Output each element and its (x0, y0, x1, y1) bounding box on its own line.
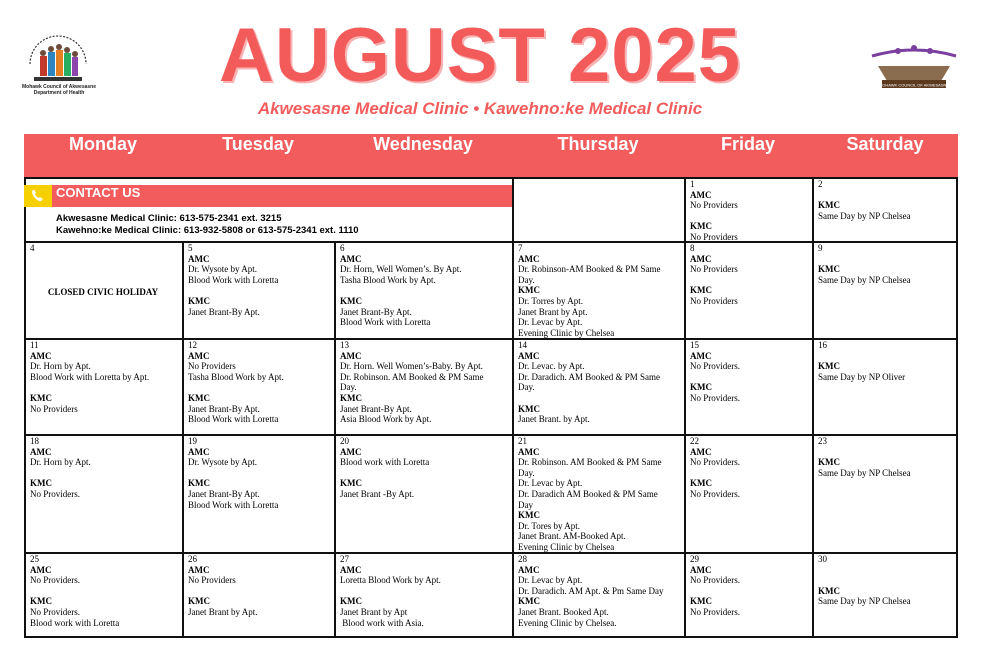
schedule-line: Janet Brant. by Apt. (518, 414, 590, 425)
schedule-line: Dr. Wysote by Apt. (188, 264, 258, 275)
day-cell (24, 434, 182, 552)
kmc-heading: KMC (690, 285, 712, 296)
amc-heading: AMC (690, 446, 712, 457)
day-number: 5 (188, 243, 193, 253)
schedule-line: Same Day by NP Chelsea (818, 596, 911, 607)
schedule-line (188, 382, 334, 393)
kmc-heading: KMC (690, 478, 712, 489)
left-logo-caption: Mohawk Council of Akwesasne Department of Health (22, 84, 96, 96)
schedule-line: Blood Work with Loretta by Apt. (30, 371, 150, 382)
schedule-line: No Providers (188, 575, 236, 586)
day-cell (812, 552, 956, 636)
day-number: 21 (518, 436, 527, 446)
schedule-line: Dr. Levac by Apt. (518, 478, 583, 489)
day-cell (512, 552, 684, 636)
amc-heading: AMC (518, 350, 540, 361)
schedule-line: Dr. Robinson-AM Booked & PM Same (518, 264, 661, 275)
council-logo-right (868, 42, 960, 92)
kmc-heading: KMC (818, 361, 840, 372)
schedule-line (818, 351, 956, 362)
day-number: 6 (340, 243, 345, 253)
kmc-heading: KMC (188, 392, 210, 403)
schedule-line: No Providers. (30, 488, 80, 499)
schedule-line (30, 586, 182, 597)
day-monday: Monday (68, 134, 137, 154)
schedule-line: Day. (518, 467, 535, 478)
day-number: 14 (518, 340, 527, 350)
holiday-label: CLOSED CIVIC HOLIDAY (47, 287, 159, 297)
day-number: 19 (188, 436, 197, 446)
calendar-grid (24, 177, 958, 638)
schedule-line: Day (518, 499, 533, 510)
schedule-line: Same Day by NP Chelsea (818, 210, 911, 221)
schedule-line: No Providers. (690, 606, 740, 617)
schedule-line: Janet Brant. AM-Booked Apt. (518, 531, 626, 542)
schedule-line: Janet Brant by Apt (340, 606, 408, 617)
schedule-line: Same Day by NP Chelsea (818, 467, 911, 478)
day-cell (684, 552, 812, 636)
schedule-line: Blood Work with Loretta (188, 414, 279, 425)
schedule-line: Blood Work with Loretta (340, 317, 431, 328)
schedule-line: Janet Brant. Booked Apt. (518, 606, 609, 617)
schedule-line: Tasha Blood Work by Apt. (188, 371, 284, 382)
schedule-line: No Providers (690, 200, 738, 211)
schedule-line: Tasha Blood Work by Apt. (340, 274, 436, 285)
amc-heading: AMC (340, 564, 362, 575)
contact-section (24, 177, 512, 241)
day-cell (334, 338, 512, 434)
day-cell (812, 338, 956, 434)
day-cell (182, 338, 334, 434)
schedule-line (188, 586, 334, 597)
schedule-line: Janet Brant-By Apt. (188, 306, 260, 317)
schedule-line: Janet Brant-By Apt. (340, 306, 412, 317)
day-cell (684, 177, 812, 241)
weekday-header (24, 134, 958, 177)
schedule-line: No Providers. (690, 361, 740, 372)
day-number: 28 (518, 554, 527, 564)
day-number: 15 (690, 340, 699, 350)
day-number: 27 (340, 554, 349, 564)
schedule-line (30, 468, 182, 479)
day-cell (512, 241, 684, 338)
schedule-line: Evening Clinic by Chelsea (518, 327, 615, 338)
schedule-line: Janet Brant by Apt. (188, 606, 258, 617)
schedule-line: Day. (340, 382, 357, 393)
amc-heading: AMC (690, 564, 712, 575)
schedule-line: Blood work with Loretta (30, 617, 120, 628)
kmc-heading: KMC (518, 403, 540, 414)
kmc-heading: KMC (30, 596, 52, 607)
schedule-line: Asia Blood Work by Apt. (340, 414, 432, 425)
schedule-line (188, 468, 334, 479)
schedule-line (518, 393, 684, 404)
amc-heading: AMC (518, 253, 540, 264)
day-cell (512, 338, 684, 434)
kmc-heading: KMC (818, 200, 840, 211)
schedule-line: Day. (518, 382, 535, 393)
schedule-line: Janet Brant by Apt. (518, 306, 588, 317)
schedule-line (30, 382, 182, 393)
day-number: 23 (818, 436, 827, 446)
schedule-line: Dr. Levac. by Apt. (518, 361, 585, 372)
amc-heading: AMC (188, 446, 210, 457)
kmc-heading: KMC (340, 295, 362, 306)
day-number: 26 (188, 554, 197, 564)
kmc-heading: KMC (30, 392, 52, 403)
schedule-line (690, 468, 812, 479)
day-number: 16 (818, 340, 827, 350)
amc-heading: AMC (340, 253, 362, 264)
page-subtitle: Akwesasne Medical Clinic • Kawehno:ke Medical Clinic (257, 99, 703, 118)
day-number: 13 (340, 340, 349, 350)
amc-heading: AMC (518, 564, 540, 575)
schedule-line: Dr. Robinson. AM Booked & PM Same (340, 371, 484, 382)
contact-akwesasne: Akwesasne Medical Clinic: 613-575-2341 ext. 3215 (56, 213, 282, 224)
day-number: 20 (340, 436, 349, 446)
schedule-line: No Providers. (30, 606, 80, 617)
schedule-line (818, 565, 956, 576)
schedule-line: No Providers. (690, 575, 740, 586)
schedule-line: Dr. Tores by Apt. (518, 520, 580, 531)
schedule-line: No Providers (188, 361, 236, 372)
schedule-line: Dr. Horn. Well Women’s-Baby. By Apt. (340, 361, 483, 372)
amc-heading: AMC (690, 189, 712, 200)
schedule-line: Dr. Horn by Apt. (30, 361, 91, 372)
schedule-line: Same Day by NP Chelsea (818, 274, 911, 285)
schedule-line: No Providers. (30, 575, 80, 586)
schedule-line: Same Day by NP Oliver (818, 371, 906, 382)
schedule-line (690, 372, 812, 383)
schedule-line (818, 575, 956, 586)
day-cell (334, 241, 512, 338)
schedule-line (340, 285, 512, 296)
amc-heading: AMC (188, 350, 210, 361)
day-friday: Friday (720, 134, 776, 154)
schedule-line: Dr. Levac by Apt. (518, 575, 583, 586)
kmc-heading: KMC (818, 457, 840, 468)
amc-heading: AMC (690, 350, 712, 361)
kmc-heading: KMC (340, 392, 362, 403)
day-number: 4 (30, 243, 35, 253)
schedule-line: Evening Clinic by Chelsea (518, 541, 615, 552)
kmc-heading: KMC (340, 478, 362, 489)
schedule-line: Day. (518, 274, 535, 285)
page-title: AUGUST 2025 (218, 13, 742, 98)
schedule-line: No Providers. (690, 488, 740, 499)
kmc-heading: KMC (818, 585, 840, 596)
amc-heading: AMC (30, 446, 52, 457)
amc-heading: AMC (188, 564, 210, 575)
schedule-line: Dr. Torres by Apt. (518, 295, 583, 306)
kmc-heading: KMC (340, 596, 362, 607)
schedule-line: Janet Brant-By Apt. (188, 488, 260, 499)
amc-heading: AMC (690, 253, 712, 264)
schedule-line (340, 586, 512, 597)
schedule-line (818, 254, 956, 265)
schedule-line: Janet Brant-By Apt. (188, 403, 260, 414)
day-cell (684, 338, 812, 434)
schedule-line: Dr. Horn by Apt. (30, 457, 91, 468)
schedule-line: Evening Clinic by Chelsea. (518, 617, 617, 628)
day-number: 11 (30, 340, 39, 350)
day-cell (24, 338, 182, 434)
day-cell (684, 434, 812, 552)
grid-line (24, 636, 958, 638)
day-cell (812, 434, 956, 552)
kmc-heading: KMC (518, 596, 540, 607)
day-number: 8 (690, 243, 695, 253)
kmc-heading: KMC (690, 382, 712, 393)
day-number: 12 (188, 340, 197, 350)
day-number: 9 (818, 243, 823, 253)
schedule-line: Janet Brant -By Apt. (340, 488, 414, 499)
day-cell (182, 434, 334, 552)
schedule-line: Blood work with Asia. (340, 617, 424, 628)
schedule-line: No Providers (690, 264, 738, 275)
schedule-line (818, 190, 956, 201)
kmc-heading: KMC (30, 478, 52, 489)
grid-line (956, 177, 958, 638)
day-wednesday: Wednesday (373, 134, 473, 154)
schedule-line: Loretta Blood Work by Apt. (340, 575, 441, 586)
day-number: 7 (518, 243, 523, 253)
day-saturday: Saturday (846, 134, 924, 154)
day-cell (24, 552, 182, 636)
day-number: 29 (690, 554, 699, 564)
day-cell (182, 552, 334, 636)
kmc-heading: KMC (188, 295, 210, 306)
amc-heading: AMC (340, 446, 362, 457)
schedule-line: No Providers (690, 295, 738, 306)
day-number: 18 (30, 436, 39, 446)
schedule-line: Dr. Daradich. AM Booked & PM Same (518, 371, 660, 382)
schedule-line: Dr. Daradich AM Booked & PM Same (518, 488, 658, 499)
kmc-heading: KMC (188, 478, 210, 489)
schedule-line: Blood Work with Loretta (188, 499, 279, 510)
kmc-heading: KMC (690, 596, 712, 607)
schedule-line (188, 285, 334, 296)
day-cell (182, 241, 334, 338)
day-number: 1 (690, 179, 695, 189)
schedule-line: Blood Work with Loretta (188, 274, 279, 285)
phone-icon (24, 185, 52, 207)
kmc-heading: KMC (818, 264, 840, 275)
day-cell (512, 434, 684, 552)
schedule-line: Dr. Wysote by Apt. (188, 457, 258, 468)
schedule-line: Dr. Robinson. AM Booked & PM Same (518, 457, 662, 468)
amc-heading: AMC (30, 564, 52, 575)
schedule-line: Janet Brant-By Apt. (340, 403, 412, 414)
schedule-line: No Providers (690, 231, 738, 242)
kmc-heading: KMC (690, 221, 712, 232)
day-number: 22 (690, 436, 699, 446)
day-cell (684, 241, 812, 338)
amc-heading: AMC (340, 350, 362, 361)
schedule-line: Dr. Daradich. AM Apt. & Pm Same Day (518, 585, 664, 596)
schedule-line: No Providers (30, 403, 78, 414)
schedule-line: No Providers. (690, 392, 740, 403)
day-cell (334, 552, 512, 636)
schedule-line (690, 275, 812, 286)
day-number: 30 (818, 554, 827, 564)
schedule-line: Dr. Levac by Apt. (518, 317, 583, 328)
day-cell (812, 241, 956, 338)
schedule-line: No Providers. (690, 457, 740, 468)
schedule-line (690, 211, 812, 222)
contact-kawehnoke: Kawehno:ke Medical Clinic: 613-932-5808 or 613-575-2341 ext. 1110 (56, 225, 359, 236)
schedule-line: Dr. Horn, Well Women’s. By Apt. (340, 264, 462, 275)
right-logo-caption: MOHAWK COUNCIL OF AKWESASNE (878, 82, 950, 88)
schedule-line: Blood work with Loretta (340, 457, 430, 468)
day-thursday: Thursday (557, 134, 639, 154)
day-tuesday: Tuesday (222, 134, 294, 154)
day-number: 2 (818, 179, 823, 189)
day-cell (812, 177, 956, 241)
kmc-heading: KMC (518, 285, 540, 296)
day-cell (334, 434, 512, 552)
kmc-heading: KMC (518, 510, 540, 521)
amc-heading: AMC (188, 253, 210, 264)
amc-heading: AMC (30, 350, 52, 361)
amc-heading: AMC (518, 446, 540, 457)
kmc-heading: KMC (188, 596, 210, 607)
day-number: 25 (30, 554, 39, 564)
schedule-line (690, 586, 812, 597)
contact-title: CONTACT US (56, 185, 141, 200)
day-cell-holiday (24, 241, 182, 338)
schedule-line (340, 468, 512, 479)
schedule-line (818, 447, 956, 458)
